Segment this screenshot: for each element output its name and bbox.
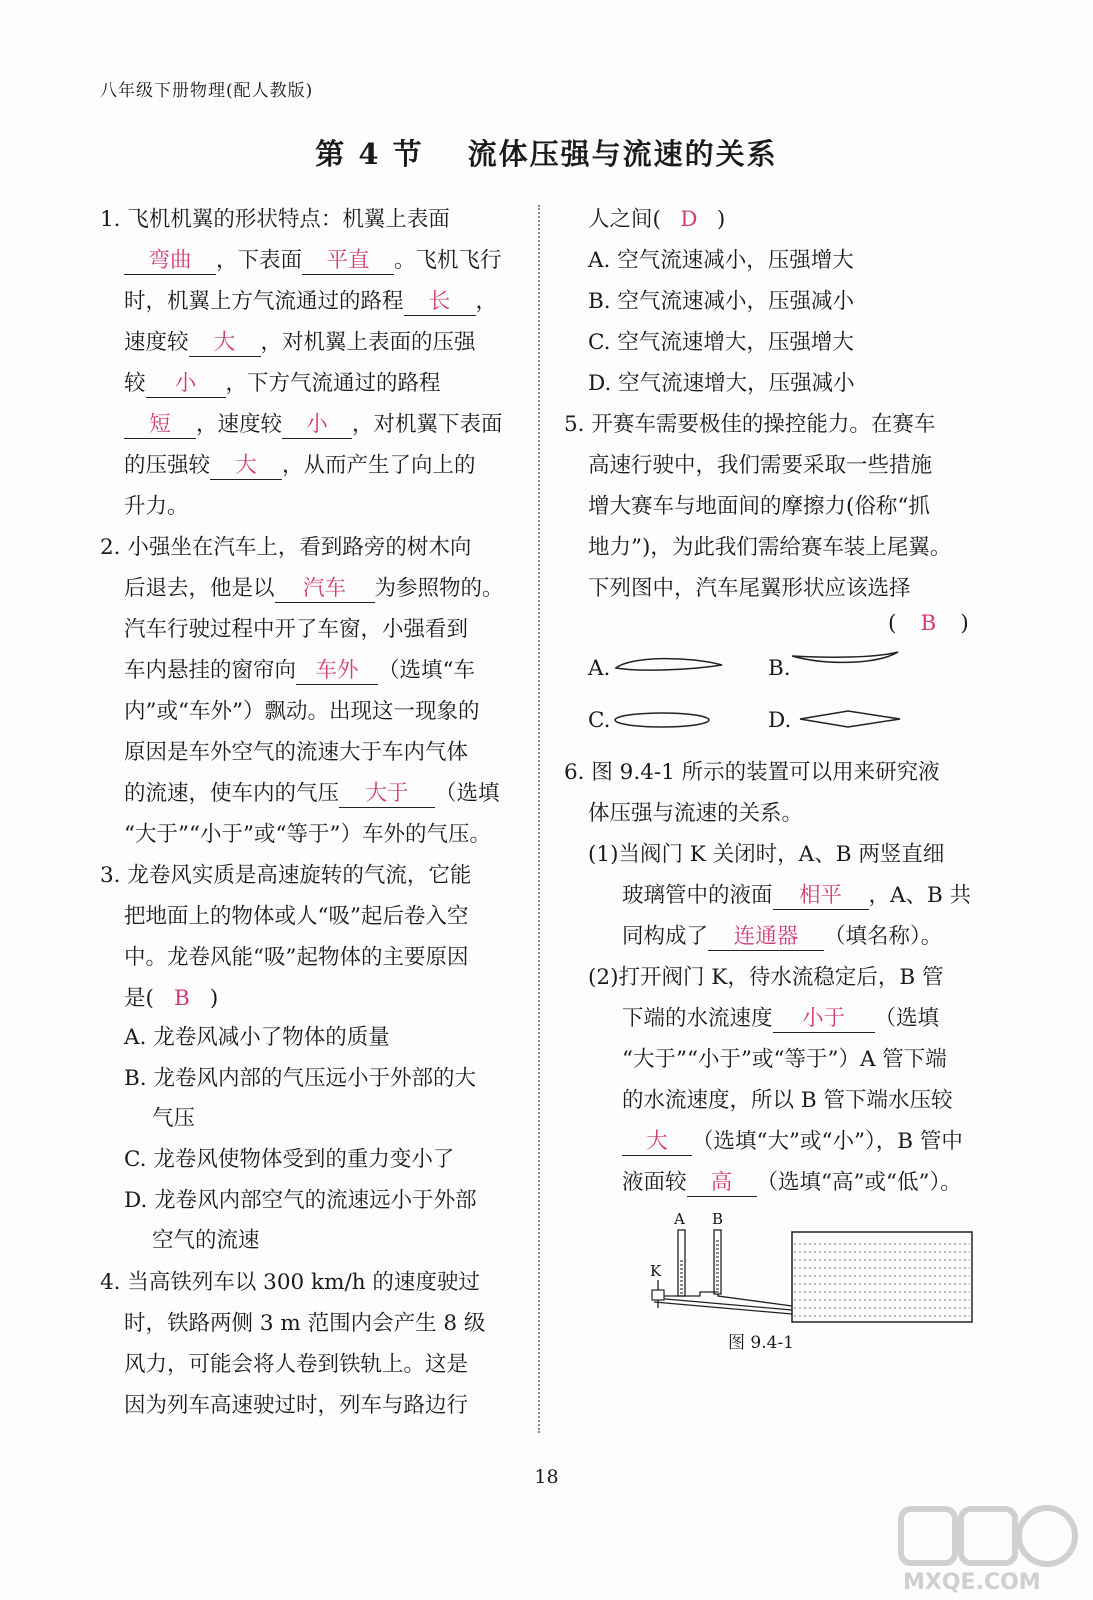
q1-line-2	[124, 243, 502, 275]
q5-answer-paren	[888, 611, 969, 636]
answer-blank[interactable]	[708, 925, 824, 951]
q4-line-1: 4. 当高铁列车以 300 km/h 的速度驶过	[100, 1270, 480, 1295]
wing-shape-c-icon[interactable]	[610, 706, 714, 734]
question-text: 玻璃管中的液面	[622, 883, 773, 908]
question-text: ，对机翼上表面的压强	[260, 330, 476, 355]
q3-option-b: B. 龙卷风内部的气压远小于外部的大	[124, 1066, 476, 1091]
q6-part1-line-3	[622, 919, 942, 951]
q6-line-2: 体压强与流速的关系。	[588, 801, 804, 826]
q4-line-5	[588, 202, 725, 233]
answer-text: 高	[710, 1170, 733, 1195]
wing-shape-d-icon[interactable]	[796, 704, 906, 734]
q6-part1-line-1: (1)当阀门 K 关闭时，A、B 两竖直细	[588, 842, 945, 867]
answer-blank[interactable]	[302, 249, 394, 275]
question-text: 是(	[124, 986, 154, 1011]
answer-blank[interactable]	[404, 290, 476, 316]
q1-line-4	[124, 325, 476, 357]
q2-line-5: 内”或“车外”）飘动。出现这一现象的	[124, 699, 480, 724]
q6-part2-line-4: 的水流速度，所以 B 管下端水压较	[622, 1088, 953, 1113]
q4-option-d: D. 空气流速增大，压强减小	[588, 371, 855, 396]
answer-blank[interactable]	[773, 884, 869, 910]
q6-part2-line-6	[622, 1165, 962, 1197]
question-text: 车内悬挂的窗帘向	[124, 658, 297, 683]
answer-text: 连通器	[733, 924, 799, 949]
answer-blank[interactable]	[339, 782, 435, 808]
question-text: ，	[475, 289, 498, 314]
q3-line-2: 把地面上的物体或人“吸”起后卷入空	[124, 904, 469, 929]
answer-text: 长	[428, 289, 451, 314]
q1-line-3	[124, 284, 497, 316]
answer-text: 大	[213, 330, 236, 355]
answer-text: 弯曲	[148, 248, 192, 273]
q2-line-6: 原因是车外空气的流速大于车内气体	[124, 740, 469, 765]
q3-option-d: D. 龙卷风内部空气的流速远小于外部	[124, 1188, 477, 1213]
tank-water-fill	[794, 1244, 970, 1316]
column-divider	[538, 205, 540, 1433]
question-text: 时，机翼上方气流通过的路程	[124, 289, 404, 314]
question-text: ，对机翼下表面	[352, 412, 503, 437]
question-text: 后退去，他是以	[124, 576, 275, 601]
question-text: ，下表面	[216, 248, 303, 273]
question-text: 液面较	[622, 1170, 687, 1195]
q4-option-a: A. 空气流速减小，压强增大	[588, 248, 854, 273]
q5-line-3: 增大赛车与地面间的摩擦力(俗称“抓	[588, 494, 930, 519]
question-text: （填名称）。	[824, 924, 943, 949]
section-number: 第 4 节	[315, 137, 424, 171]
q4-option-c: C. 空气流速增大，压强增大	[588, 330, 854, 355]
q1-line-1: 1. 飞机机翼的形状特点：机翼上表面	[100, 207, 450, 232]
question-text: 人之间(	[588, 207, 661, 232]
q5-option-c-label: C.	[588, 708, 611, 733]
question-text: 的流速，使车内的气压	[124, 781, 340, 806]
answer-text: 大	[235, 453, 257, 478]
q4-line-3: 风力，可能会将人卷到铁轨上。这是	[124, 1352, 469, 1377]
question-text: 速度较	[124, 330, 189, 355]
question-text: 较	[124, 371, 146, 396]
answer-blank[interactable]	[296, 659, 378, 685]
question-text: (	[888, 611, 897, 636]
choice-answer[interactable]: B	[920, 611, 937, 636]
question-text: ，A、B 共	[868, 883, 972, 908]
answer-text: 小	[174, 371, 197, 396]
q2-line-7	[124, 776, 500, 808]
q5-option-a-label: A.	[588, 656, 611, 681]
q6-part2-line-3: “大于”“小于”或“等于”）A 管下端	[622, 1047, 947, 1072]
wing-shape-b-icon[interactable]	[788, 646, 904, 682]
answer-text: 平直	[326, 248, 370, 273]
figure-caption: 图 9.4-1	[728, 1333, 794, 1353]
q5-line-4: 地力”)，为此我们需给赛车装上尾翼。	[588, 535, 952, 560]
answer-text: 汽车	[303, 576, 347, 601]
watermark-text: MXQE.COM	[903, 1570, 1041, 1595]
answer-blank[interactable]	[622, 1130, 692, 1156]
section-title	[0, 132, 1093, 173]
question-text: ，速度较	[196, 412, 283, 437]
q6-part2-line-1: (2)打开阀门 K，待水流稳定后，B 管	[588, 965, 944, 990]
section-name: 流体压强与流速的关系	[467, 137, 778, 171]
q6-part1-line-2	[622, 878, 971, 910]
question-text: ，从而产生了向上的	[282, 453, 476, 478]
answer-blank[interactable]	[189, 331, 261, 357]
answer-text: 大于	[365, 781, 409, 806]
question-text: 同构成了	[622, 924, 709, 949]
answer-blank[interactable]	[687, 1171, 757, 1197]
q4-option-b: B. 空气流速减小，压强减小	[588, 289, 854, 314]
q5-line-2: 高速行驶中，我们需要采取一些措施	[588, 453, 933, 478]
question-text: )	[716, 207, 726, 232]
question-text: 为参照物的。	[374, 576, 504, 601]
answer-blank[interactable]	[210, 454, 282, 480]
answer-blank[interactable]	[146, 372, 226, 398]
q2-line-3: 汽车行驶过程中开了车窗，小强看到	[124, 617, 469, 642]
choice-answer[interactable]: B	[173, 986, 190, 1011]
q5-option-b-label: B.	[768, 656, 791, 681]
q6-part2-line-5	[622, 1124, 963, 1156]
q3-line-4	[124, 981, 218, 1012]
question-text: 下端的水流速度	[622, 1006, 773, 1031]
answer-blank[interactable]	[773, 1007, 875, 1033]
choice-answer[interactable]: D	[680, 207, 698, 232]
question-text: （选填“大”或“小”），B 管中	[692, 1129, 963, 1154]
q1-line-7	[124, 448, 476, 480]
answer-text: 车外	[315, 658, 359, 683]
question-text: （选填“高”或“低”）。	[756, 1170, 962, 1195]
answer-blank[interactable]	[124, 413, 196, 439]
q3-option-c: C. 龙卷风使物体受到的重力变小了	[124, 1147, 455, 1172]
q2-line-2	[124, 571, 504, 603]
q4-line-4: 因为列车高速驶过时，列车与路边行	[124, 1393, 469, 1418]
running-header: 八年级下册物理(配人教版)	[100, 81, 314, 101]
question-text: 的压强较	[124, 453, 211, 478]
q5-line-1: 5. 开赛车需要极佳的操控能力。在赛车	[564, 412, 936, 437]
question-text: )	[960, 611, 969, 636]
tube-a	[678, 1230, 685, 1296]
q3-line-1: 3. 龙卷风实质是高速旋转的气流，它能	[100, 863, 472, 888]
answer-text: 小于	[802, 1006, 846, 1031]
watermark-logo-icon	[895, 1505, 1085, 1595]
q2-line-1: 2. 小强坐在汽车上，看到路旁的树木向	[100, 535, 472, 560]
question-text: 。飞机飞行	[394, 248, 502, 273]
q6-part2-line-2	[622, 1001, 939, 1033]
q1-line-8: 升力。	[124, 494, 189, 519]
answer-text: 大	[646, 1129, 668, 1154]
label-b: B	[712, 1210, 724, 1228]
question-text: （选填“车	[378, 658, 476, 683]
answer-blank[interactable]	[275, 577, 375, 603]
label-a: A	[674, 1210, 685, 1228]
q5-line-5: 下列图中，汽车尾翼形状应该选择	[588, 576, 911, 601]
wing-shape-a-icon[interactable]	[610, 648, 730, 684]
q4-line-2: 时，铁路两侧 3 m 范围内会产生 8 级	[124, 1311, 486, 1336]
q6-line-1: 6. 图 9.4-1 所示的装置可以用来研究液	[564, 760, 940, 785]
q3-option-b-cont: 气压	[152, 1106, 196, 1131]
apparatus-figure	[640, 1210, 980, 1370]
question-text: )	[209, 986, 219, 1011]
question-text: （选填	[874, 1006, 940, 1031]
answer-blank[interactable]	[124, 249, 216, 275]
question-text: （选填	[435, 781, 500, 806]
answer-blank[interactable]	[282, 413, 352, 439]
answer-text: 相平	[799, 883, 843, 908]
page-number: 18	[534, 1466, 559, 1488]
question-text: ，下方气流通过的路程	[225, 371, 441, 396]
answer-text: 小	[306, 412, 328, 437]
q2-line-4	[124, 653, 475, 685]
q5-option-d-label: D.	[768, 708, 792, 733]
answer-text: 短	[149, 412, 171, 437]
q1-line-6	[124, 407, 503, 439]
q2-line-8: “大于”“小于”或“等于”）车外的气压。	[124, 822, 491, 847]
label-k: K	[650, 1262, 662, 1280]
q3-line-3: 中。龙卷风能“吸”起物体的主要原因	[124, 945, 469, 970]
q3-option-a: A. 龙卷风减小了物体的质量	[124, 1025, 390, 1050]
q3-option-d-cont: 空气的流速	[152, 1228, 260, 1253]
q1-line-5	[124, 366, 441, 398]
